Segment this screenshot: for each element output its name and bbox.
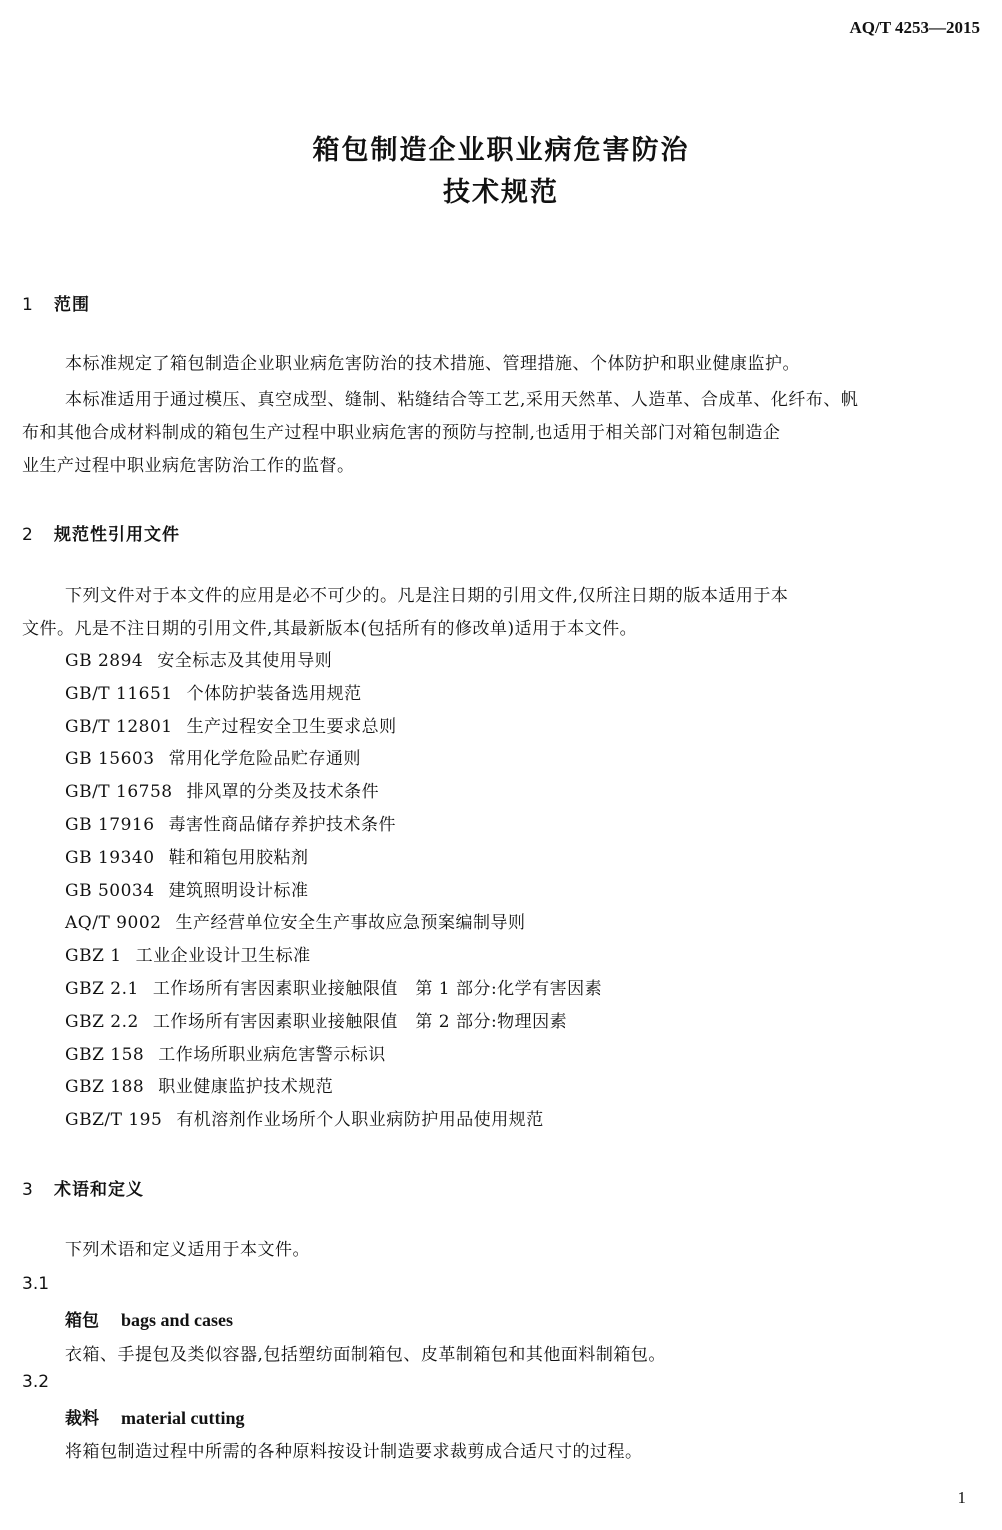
- document-title-line-1: 箱包制造企业职业病危害防治: [312, 135, 690, 166]
- section-1-heading: [22, 290, 90, 315]
- text-line: 本标准规定了箱包制造企业职业病危害防治的技术措施、管理措施、个体防护和职业健康监护。: [65, 354, 800, 374]
- reference-item: [65, 940, 602, 973]
- text-line: 文件。凡是不注日期的引用文件,其最新版本(包括所有的修改单)适用于本文件。: [22, 619, 638, 639]
- reference-title: 工作场所有害因素职业接触限值 第 2 部分:物理因素: [152, 1011, 568, 1032]
- section-3-heading: [22, 1175, 144, 1200]
- reference-item: [65, 1006, 602, 1039]
- term-chinese: 裁料: [65, 1409, 99, 1429]
- term-definition: 衣箱、手提包及类似容器,包括塑纺面制箱包、皮革制箱包和其他面料制箱包。: [65, 1345, 666, 1365]
- reference-title: 建筑照明设计标准: [168, 880, 309, 901]
- reference-item: [65, 973, 602, 1006]
- reference-item: [65, 907, 602, 940]
- reference-code: GBZ 2.2: [65, 1011, 139, 1032]
- section-title: 规范性引用文件: [54, 525, 180, 545]
- reference-code: GBZ 158: [65, 1044, 145, 1065]
- reference-code: GB/T 11651: [65, 683, 173, 704]
- reference-code: GBZ 1: [65, 946, 122, 967]
- standard-code: AQ/T 4253—2015: [849, 18, 980, 37]
- reference-item: [65, 678, 602, 711]
- reference-item: [65, 1071, 602, 1104]
- reference-title: 工作场所职业病危害警示标识: [158, 1044, 386, 1065]
- reference-item: [65, 743, 602, 776]
- page-number: 1: [957, 1488, 966, 1507]
- section-title: 术语和定义: [54, 1180, 144, 1200]
- text-line: 下列术语和定义适用于本文件。: [65, 1240, 310, 1260]
- term-number: 3.1: [22, 1274, 50, 1294]
- reference-item: [65, 809, 602, 842]
- reference-title: 工作场所有害因素职业接触限值 第 1 部分:化学有害因素: [152, 978, 603, 999]
- reference-title: 有机溶剂作业场所个人职业病防护用品使用规范: [176, 1110, 544, 1131]
- text-line: 业生产过程中职业病危害防治工作的监督。: [22, 456, 355, 476]
- text-line: 布和其他合成材料制成的箱包生产过程中职业病危害的预防与控制,也适用于相关部门对箱包制造企: [22, 423, 781, 443]
- reference-title: 常用化学危险品贮存通则: [168, 749, 362, 770]
- section-number: 1: [22, 295, 34, 315]
- term-chinese: 箱包: [65, 1311, 99, 1331]
- section-title: 范围: [54, 295, 90, 315]
- reference-title: 职业健康监护技术规范: [158, 1077, 334, 1098]
- term-english: material cutting: [121, 1408, 245, 1428]
- reference-code: GB 15603: [65, 749, 155, 770]
- reference-code: GB 19340: [65, 847, 155, 868]
- reference-item: [65, 1039, 602, 1072]
- term-heading: [65, 1404, 244, 1429]
- reference-item: [65, 711, 602, 744]
- reference-title: 鞋和箱包用胶粘剂: [168, 847, 309, 868]
- reference-title: 工业企业设计卫生标准: [135, 946, 311, 967]
- reference-code: GBZ/T 195: [65, 1110, 163, 1131]
- section-1-paragraph-2: [22, 384, 982, 483]
- reference-item: [65, 1104, 602, 1137]
- reference-code: AQ/T 9002: [65, 913, 162, 934]
- reference-item: [65, 842, 602, 875]
- reference-item: [65, 645, 602, 678]
- normative-reference-list: [65, 645, 602, 1137]
- section-1-paragraph-1: [22, 348, 982, 381]
- text-line: 本标准适用于通过模压、真空成型、缝制、粘缝结合等工艺,采用天然革、人造革、合成革、化纤布、帆: [65, 390, 859, 410]
- section-3-intro: [22, 1234, 982, 1267]
- reference-title: 生产过程安全卫生要求总则: [186, 716, 397, 737]
- term-heading: [65, 1306, 233, 1331]
- section-2-heading: [22, 520, 180, 545]
- reference-code: GB 2894: [65, 651, 144, 671]
- document-title-line-2: 技术规范: [443, 177, 559, 208]
- term-english: bags and cases: [121, 1310, 234, 1330]
- term-definition: 将箱包制造过程中所需的各种原料按设计制造要求裁剪成合适尺寸的过程。: [65, 1442, 643, 1462]
- reference-code: GB 17916: [65, 814, 155, 835]
- reference-code: GB/T 12801: [65, 716, 173, 737]
- reference-code: GB/T 16758: [65, 782, 173, 803]
- reference-item: [65, 875, 602, 908]
- term-number: 3.2: [22, 1372, 50, 1392]
- reference-code: GB 50034: [65, 880, 155, 901]
- section-number: 3: [22, 1180, 34, 1200]
- text-line: 下列文件对于本文件的应用是必不可少的。凡是注日期的引用文件,仅所注日期的版本适用于本: [65, 586, 789, 606]
- reference-title: 个体防护装备选用规范: [186, 683, 362, 704]
- section-number: 2: [22, 525, 34, 545]
- reference-title: 排风罩的分类及技术条件: [186, 782, 380, 803]
- reference-title: 生产经营单位安全生产事故应急预案编制导则: [175, 913, 526, 934]
- reference-title: 安全标志及其使用导则: [157, 651, 333, 671]
- reference-item: [65, 776, 602, 809]
- reference-code: GBZ 188: [65, 1077, 145, 1098]
- section-2-intro: [22, 580, 982, 646]
- reference-code: GBZ 2.1: [65, 978, 139, 999]
- reference-title: 毒害性商品储存养护技术条件: [168, 814, 397, 835]
